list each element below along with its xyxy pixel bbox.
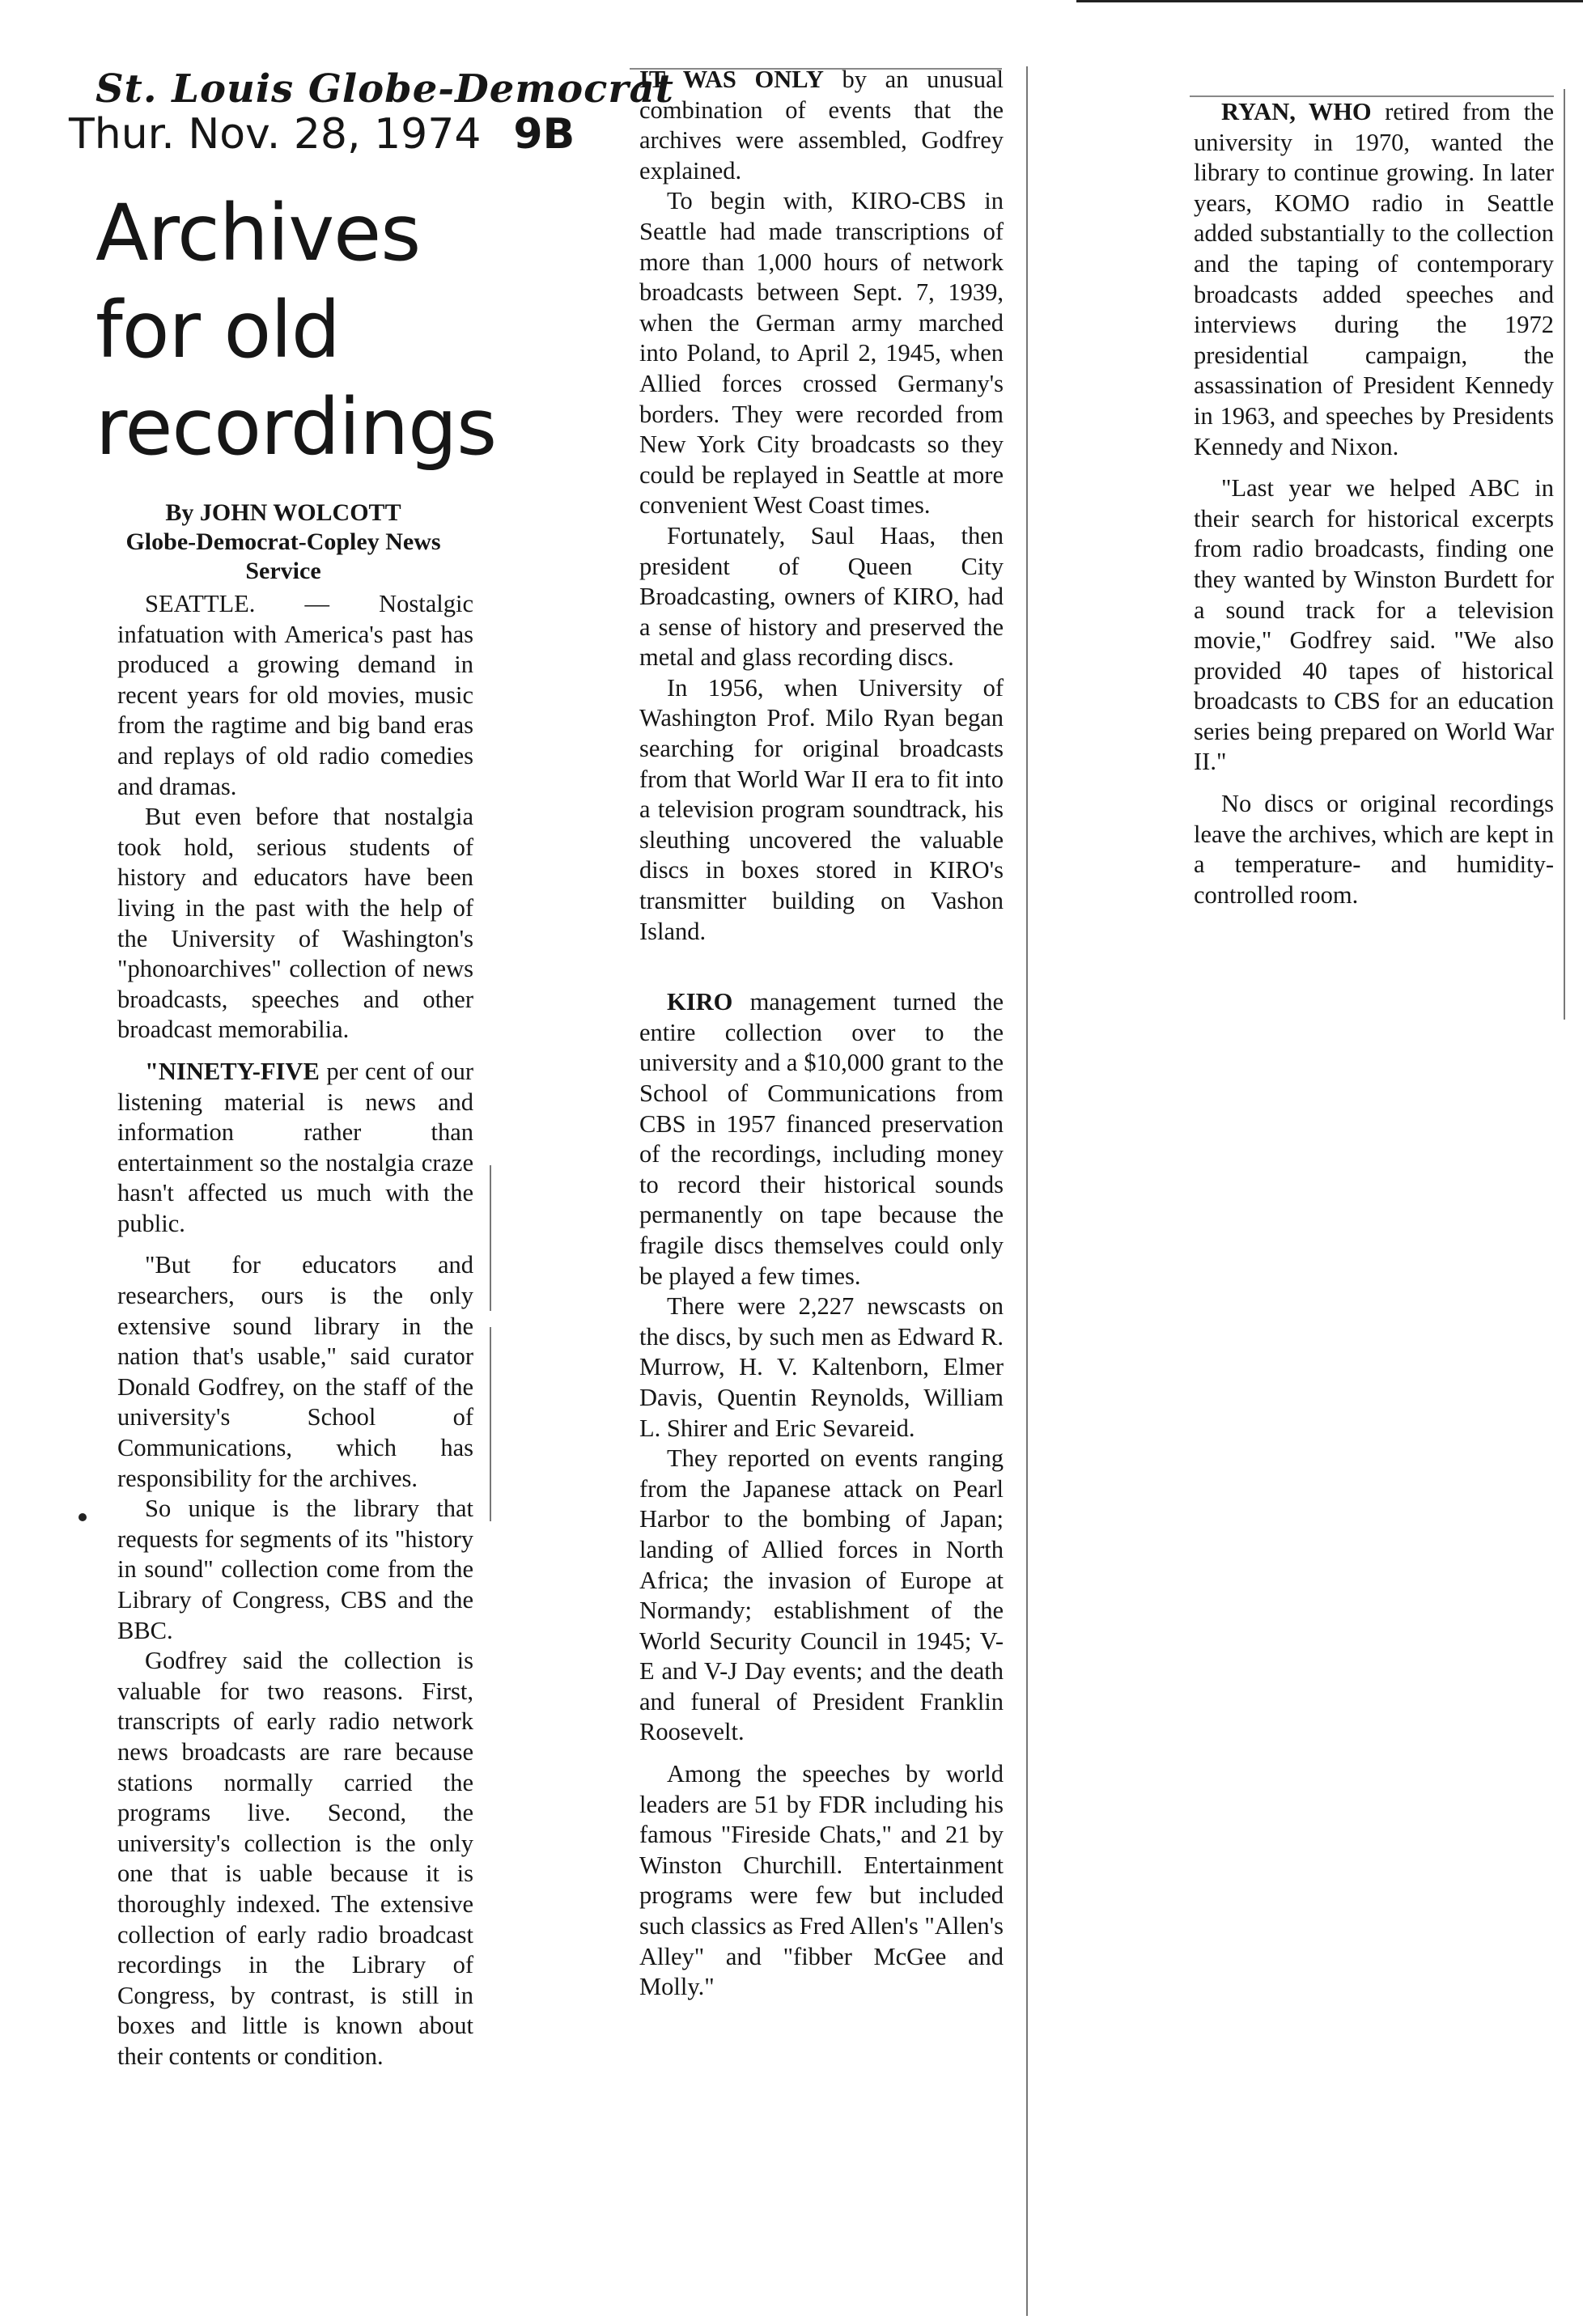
- headline-line: recordings: [95, 382, 497, 473]
- paragraph-text: retired from the university in 1970, wanted the library to continue growing. In later years, KOMO radio in Seattle added substantially to the collection and the taping of contemporary broadcasts added speeches and interviews during the 1972 presidential campaign, the assassination of President Kennedy in 1963, and speeches by Presidents Kennedy and Nixon.: [1194, 98, 1554, 460]
- author-name: By JOHN WOLCOTT: [165, 499, 401, 526]
- paragraph: They reported on events ranging from the Japanese attack on Pearl Harbor to the bombing of Japan; landing of Allied forces in North Africa; the invasion of Europe at Normandy; establishment of the World Security Council in 1945; V-E and V-J Day events; and the death and funeral of President Franklin Roosevelt.: [639, 1444, 1004, 1746]
- column-rule: [1026, 66, 1028, 2316]
- article-column-3: [1194, 97, 1554, 910]
- news-service: Globe-Democrat-Copley News: [125, 528, 441, 555]
- paragraph: "But for educators and researchers, ours is the only extensive sound library in the nation that's usable," said curator Donald Godfrey, on the staff of the university's School of Communications, which has responsibility for the archives.: [117, 1251, 473, 1492]
- paragraph: [639, 65, 1004, 186]
- headline-line: for old: [95, 285, 340, 375]
- article-column-2: [639, 65, 1004, 2003]
- paragraph: [639, 987, 1004, 1291]
- paragraph: SEATTLE. — Nostalgic infatuation with America's past has produced a growing demand in recent years for old movies, music from the ragtime and big band eras and replays of old radio comedies and dramas.: [117, 590, 473, 800]
- publication-date: Thur. Nov. 28, 1974: [69, 110, 482, 159]
- column-rule: [490, 1327, 491, 1521]
- article-headline: [95, 184, 497, 476]
- paragraph-text: by an unusual combination of events that the archives were assembled, Godfrey explained.: [639, 66, 1004, 184]
- paragraph: No discs or original recordings leave the archives, which are kept in a temperature- and humidity-controlled room.: [1194, 790, 1554, 909]
- column-top-rule: [630, 68, 1002, 70]
- paragraph: There were 2,227 newscasts on the discs, by such men as Edward R. Murrow, H. V. Kaltenborn, Elmer Davis, Quentin Reynolds, William L. Shirer and Eric Sevareid.: [639, 1292, 1004, 1442]
- paragraph-lead-in: RYAN, WHO: [1221, 98, 1372, 125]
- news-service-cont: Service: [245, 558, 321, 584]
- paragraph: Fortunately, Saul Haas, then president of Queen City Broadcasting, owners of KIRO, had a sense of history and preserved the metal and glass recording discs.: [639, 521, 1004, 672]
- page-number: 9B: [513, 110, 575, 159]
- paragraph: In 1956, when University of Washington Prof. Milo Ryan began searching for original broadcasts from that World War II era to fit into a television program soundtrack, his sleuthing uncovered the valuable discs in boxes stored in KIRO's transmitter building on Vashon Island.: [639, 673, 1004, 945]
- byline: [93, 498, 473, 586]
- bullet-mark: [79, 1513, 87, 1521]
- article-column-1: [117, 589, 473, 2072]
- column-rule: [1564, 89, 1565, 1020]
- paragraph: [117, 1057, 473, 1240]
- paragraph: [1194, 97, 1554, 462]
- paragraph: So unique is the library that requests for segments of its "history in sound" collection come from the Library of Congress, CBS and the BBC.: [117, 1495, 473, 1644]
- headline-line: Archives: [95, 188, 421, 278]
- paragraph: "Last year we helped ABC in their search for historical excerpts from radio broadcasts, finding one they wanted by Winston Burdett for a sound track for a television movie," Godfrey said. "We also provided 40 tapes of historical broadcasts to CBS for an education series being prepared on World War II.": [1194, 474, 1554, 776]
- paragraph: To begin with, KIRO-CBS in Seattle had made transcriptions of more than 1,000 hours of network broadcasts between Sept. 7, 1939, when the German army marched into Poland, to April 2, 1945, when Allied forces crossed Germany's borders. They were recorded from New York City broadcasts so they could be replayed in Seattle at more convenient West Coast times.: [639, 187, 1004, 520]
- paragraph: But even before that nostalgia took hold, serious students of history and educators have been living in the past with the help of the University of Washington's "phonoarchives" collection of news broadcasts, speeches and other broadcast memorabilia.: [117, 803, 473, 1044]
- dateline: [69, 110, 575, 159]
- paragraph: Godfrey said the collection is valuable for two reasons. First, transcripts of early radio network news broadcasts are rare because stations normally carried the programs live. Second, the university's collection is the only one that is uable because it is thoroughly indexed. The extensive collection of early radio broadcast recordings in the Library of Congress, by contrast, is still in boxes and little is known about their contents or condition.: [117, 1647, 473, 2070]
- top-edge-rule: [1076, 0, 1583, 2]
- paragraph: Among the speeches by world leaders are 51 by FDR including his famous "Fireside Chats," and 21 by Winston Churchill. Entertainment programs were few but included such classics as Fred Allen's "Allen's Alley" and "fibber McGee and Molly.": [639, 1760, 1004, 2001]
- newspaper-masthead: St. Louis Globe-Democrat: [95, 66, 674, 112]
- column-rule: [490, 1165, 491, 1311]
- paragraph-text: management turned the entire collection over to the university and a $10,000 grant to the School of Communications from CBS in 1957 financed preservation of the recordings, including money to record their historical sounds permanently on tape because the fragile discs themselves could only be played a few times.: [639, 988, 1004, 1290]
- paragraph-text: per cent of our listening material is news and information rather than entertainment so the nostalgia craze hasn't affected us much with the public.: [117, 1057, 474, 1237]
- paragraph-lead-in: IT WAS ONLY: [639, 66, 824, 93]
- paragraph-lead-in: "NINETY-FIVE: [145, 1057, 320, 1085]
- paragraph-lead-in: KIRO: [667, 988, 733, 1016]
- column-top-rule: [1190, 95, 1554, 97]
